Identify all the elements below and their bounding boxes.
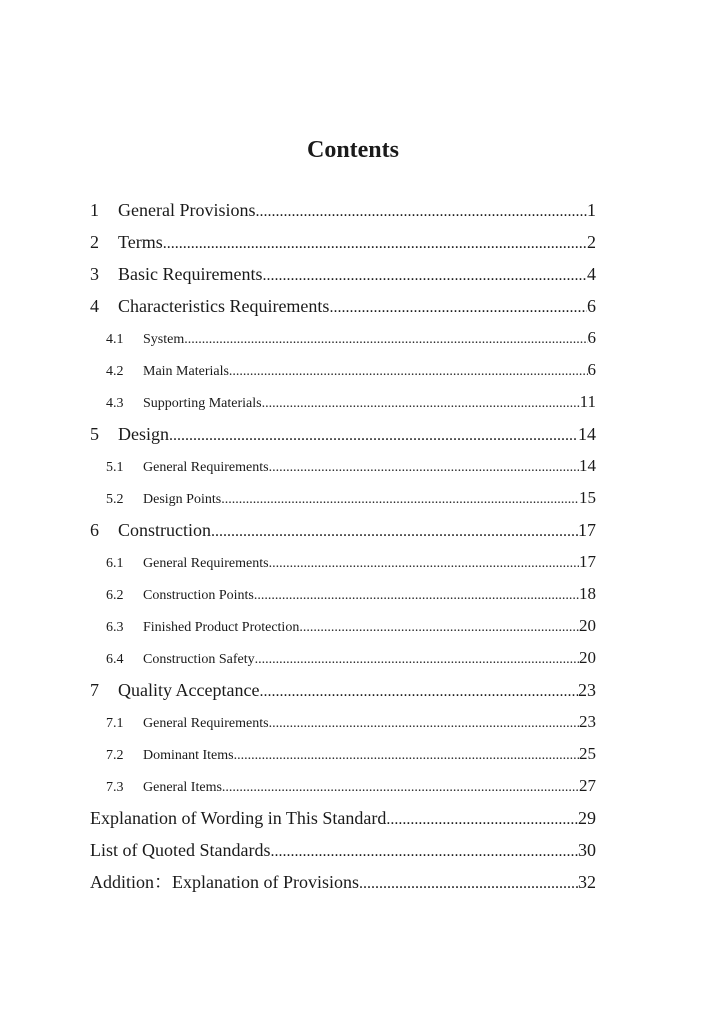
toc-section-entry[interactable]: [90, 450, 596, 482]
toc-dot-leader: [211, 516, 578, 546]
toc-dot-leader: [329, 292, 587, 322]
toc-section-entry[interactable]: [90, 642, 596, 674]
toc-entry-number: 5: [90, 424, 99, 444]
toc-entry-number: 1: [90, 200, 99, 220]
toc-chapter-entry[interactable]: [90, 258, 596, 290]
toc-dot-leader: [234, 740, 579, 770]
toc-entry-number: 3: [90, 264, 99, 284]
toc-entry-label: General Requirements: [143, 556, 269, 571]
toc-section-entry[interactable]: [90, 770, 596, 802]
toc-entry-label: General Requirements: [143, 460, 269, 475]
toc-chapter-entry[interactable]: [90, 290, 596, 322]
toc-entry-page-number: 2: [587, 232, 596, 252]
toc-entry-label: Basic Requirements: [118, 264, 263, 284]
table-of-contents: [90, 194, 596, 898]
toc-section-entry[interactable]: [90, 578, 596, 610]
toc-entry-label: Construction: [118, 520, 211, 540]
toc-chapter-entry[interactable]: [90, 226, 596, 258]
toc-dot-leader: [269, 548, 579, 578]
toc-dot-leader: [269, 708, 579, 738]
toc-entry-label: Supporting Materials: [143, 396, 262, 411]
toc-dot-leader: [259, 676, 578, 706]
toc-entry-page-number: 29: [578, 808, 596, 828]
toc-entry-label: Addition：Explanation of Provisions: [90, 872, 359, 892]
toc-entry-page-number: 15: [579, 488, 596, 507]
toc-entry-label: Construction Safety: [143, 652, 255, 667]
toc-dot-leader: [255, 644, 579, 674]
toc-entry-number: 5.2: [106, 492, 124, 507]
toc-entry-number: 6.1: [106, 556, 124, 571]
toc-entry-number: 7: [90, 680, 99, 700]
toc-dot-leader: [184, 324, 587, 354]
toc-dot-leader: [254, 580, 579, 610]
toc-section-entry[interactable]: [90, 482, 596, 514]
toc-entry-page-number: 32: [578, 872, 596, 892]
toc-dot-leader: [222, 772, 579, 802]
toc-section-entry[interactable]: [90, 322, 596, 354]
toc-entry-label: General Requirements: [143, 716, 269, 731]
toc-entry-number: 4.1: [106, 332, 124, 347]
toc-dot-leader: [255, 196, 587, 226]
toc-entry-page-number: 20: [579, 616, 596, 635]
toc-dot-leader: [229, 356, 588, 386]
toc-entry-page-number: 6: [587, 296, 596, 316]
toc-entry-page-number: 23: [579, 712, 596, 731]
toc-entry-number: 5.1: [106, 460, 124, 475]
toc-entry-number: 2: [90, 232, 99, 252]
toc-entry-number: 4.3: [106, 396, 124, 411]
toc-entry-page-number: 30: [578, 840, 596, 860]
toc-entry-page-number: 11: [579, 392, 596, 411]
toc-dot-leader: [221, 484, 579, 514]
toc-entry-page-number: 14: [578, 424, 596, 444]
toc-section-entry[interactable]: [90, 354, 596, 386]
toc-dot-leader: [169, 420, 578, 450]
page-title: Contents: [306, 137, 399, 163]
toc-dot-leader: [163, 228, 587, 258]
toc-entry-label: Explanation of Wording in This Standard: [90, 808, 387, 828]
toc-entry-page-number: 25: [579, 744, 596, 763]
toc-entry-label: System: [143, 332, 185, 347]
toc-dot-leader: [270, 836, 578, 866]
toc-entry-page-number: 14: [579, 456, 596, 475]
toc-entry-label: Main Materials: [143, 364, 229, 379]
toc-entry-page-number: 27: [579, 776, 596, 795]
toc-entry-label: Dominant Items: [143, 748, 234, 763]
toc-dot-leader: [262, 260, 587, 290]
toc-entry-page-number: 18: [579, 584, 596, 603]
toc-chapter-entry[interactable]: [90, 194, 596, 226]
toc-entry-label: Finished Product Protection: [143, 620, 300, 635]
toc-entry-number: 7.3: [106, 780, 124, 795]
toc-entry-page-number: 23: [578, 680, 596, 700]
toc-entry-page-number: 6: [587, 360, 596, 379]
toc-entry-page-number: 6: [587, 328, 596, 347]
toc-entry-label: List of Quoted Standards: [90, 840, 271, 860]
toc-backmatter-entry[interactable]: [90, 802, 596, 834]
toc-entry-label: General Items: [143, 780, 222, 795]
toc-dot-leader: [299, 612, 579, 642]
toc-section-entry[interactable]: [90, 706, 596, 738]
toc-entry-page-number: 17: [578, 520, 596, 540]
toc-backmatter-entry[interactable]: [90, 866, 596, 898]
toc-entry-number: 4.2: [106, 364, 124, 379]
toc-entry-label: Design Points: [143, 492, 222, 507]
toc-dot-leader: [269, 452, 579, 482]
toc-dot-leader: [359, 868, 578, 898]
toc-entry-label: Design: [118, 424, 169, 444]
toc-entry-label: Terms: [118, 232, 163, 252]
toc-backmatter-entry[interactable]: [90, 834, 596, 866]
toc-entry-number: 6.2: [106, 588, 124, 603]
toc-entry-number: 6: [90, 520, 99, 540]
toc-entry-number: 7.1: [106, 716, 124, 731]
toc-entry-page-number: 4: [587, 264, 596, 284]
toc-section-entry[interactable]: [90, 738, 596, 770]
toc-chapter-entry[interactable]: [90, 514, 596, 546]
toc-entry-label: Construction Points: [143, 588, 254, 603]
toc-entry-number: 7.2: [106, 748, 124, 763]
toc-dot-leader: [262, 388, 580, 418]
toc-entry-label: Characteristics Requirements: [118, 296, 330, 316]
toc-chapter-entry[interactable]: [90, 418, 596, 450]
toc-entry-number: 4: [90, 296, 99, 316]
toc-entry-label: Quality Acceptance: [118, 680, 260, 700]
toc-entry-label: General Provisions: [118, 200, 256, 220]
toc-section-entry[interactable]: [90, 610, 596, 642]
toc-section-entry[interactable]: [90, 386, 596, 418]
toc-chapter-entry[interactable]: [90, 674, 596, 706]
toc-section-entry[interactable]: [90, 546, 596, 578]
toc-entry-number: 6.3: [106, 620, 124, 635]
toc-entry-page-number: 1: [587, 200, 596, 220]
toc-entry-page-number: 20: [579, 648, 596, 667]
toc-dot-leader: [386, 804, 578, 834]
toc-entry-page-number: 17: [579, 552, 596, 571]
toc-entry-number: 6.4: [106, 652, 124, 667]
